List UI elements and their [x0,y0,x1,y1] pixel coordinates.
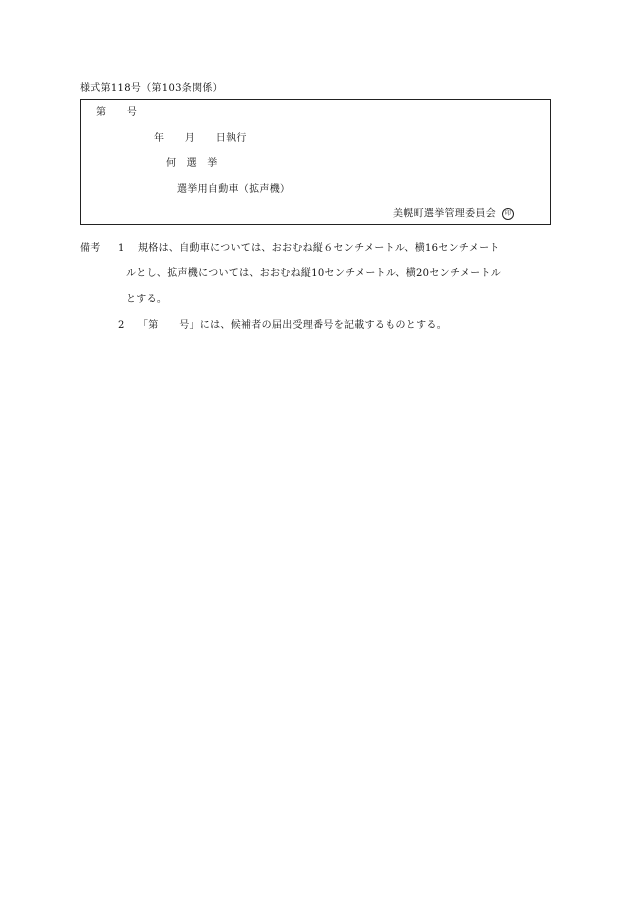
note-1-line-3: とする。 [126,294,168,305]
form-title: 様式第118号（第103条関係） [80,83,223,94]
election-name-line: 何 選 挙 [166,158,218,169]
issuer-line [393,208,514,221]
issuer-name: 美幌町選挙管理委員会 [393,208,496,220]
date-line: 年 月 日執行 [154,133,247,144]
note-2-number: 2 [118,320,125,331]
note-2-line-1: 「第 号」には、候補者の届出受理番号を記載するものとする。 [138,320,447,331]
seal-mark: 印 [502,208,514,220]
note-1-line-1: 規格は、自動車については、おおむね縦６センチメートル、横16センチメート [138,243,500,254]
note-1-number: 1 [118,243,125,254]
notes-label: 備考 [80,243,101,254]
note-1-line-2: ルとし、拡声機については、おおむね縦10センチメートル、横20センチメートル [126,268,502,279]
vehicle-line: 選挙用自動車（拡声機） [177,184,291,195]
form-box [80,99,551,225]
number-line: 第 号 [96,107,138,118]
